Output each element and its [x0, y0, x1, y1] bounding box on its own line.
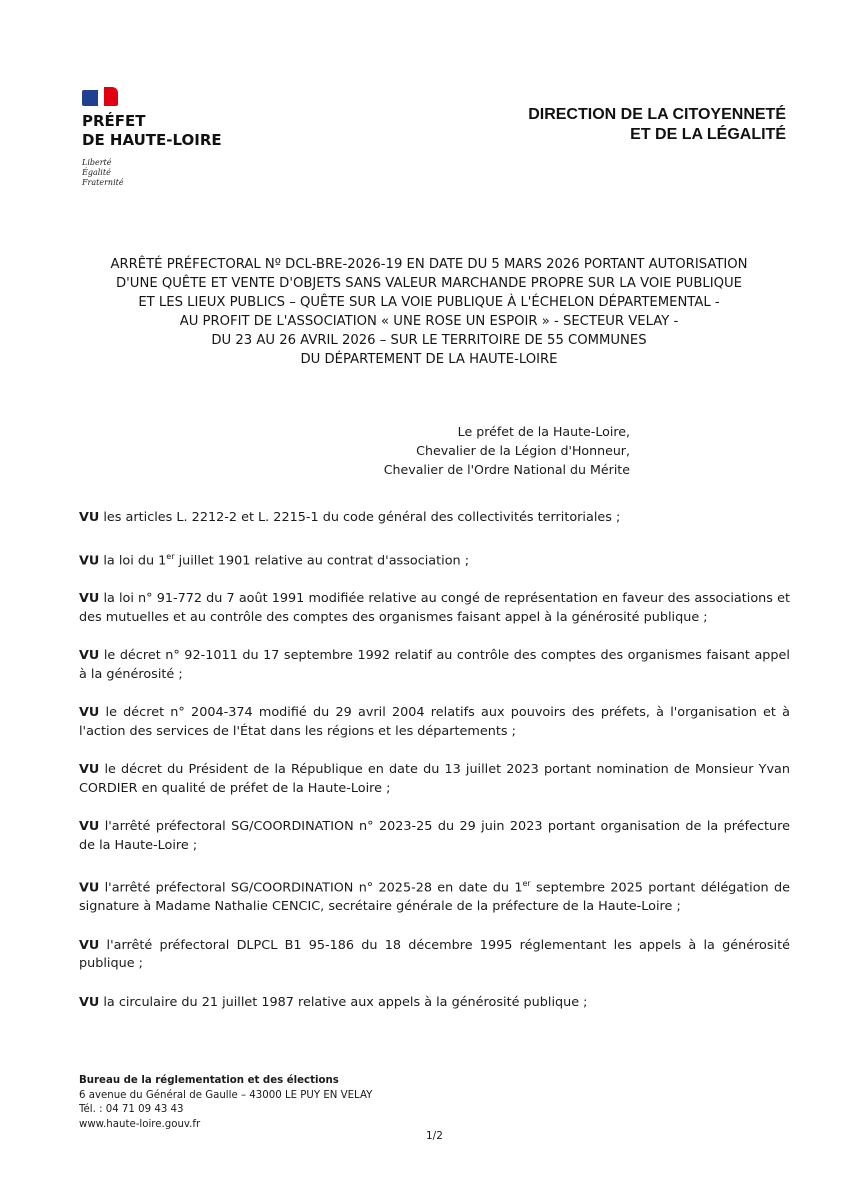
visa-item: VU l'arrêté préfectoral SG/COORDINATION n° 2023-25 du 29 juin 2023 portant organisation de la préfecture de la Haute-Loire ; — [79, 819, 790, 853]
visa-item: VU la loi du 1er juillet 1901 relative au contrat d'association ; — [79, 551, 470, 568]
footer-phone: Tél. : 04 71 09 43 43 — [79, 1104, 184, 1115]
prefet-titles: Le préfet de la Haute-Loire, Chevalier de la Légion d'Honneur, Chevalier de l'Ordre National du Mérite — [383, 424, 630, 477]
marianne-flag-icon — [82, 86, 262, 106]
arrete-title — [70, 255, 788, 369]
title-line: ARRÊTÉ PRÉFECTORAL Nº DCL-BRE-2026-19 EN DATE DU 5 MARS 2026 PORTANT AUTORISATION — [110, 257, 748, 272]
footer-website-link[interactable]: www.haute-loire.gouv.fr — [79, 1118, 201, 1130]
title-line: DU DÉPARTEMENT DE LA HAUTE-LOIRE — [300, 352, 558, 367]
title-line: D'UNE QUÊTE ET VENTE D'OBJETS SANS VALEUR MARCHANDE PROPRE SUR LA VOIE PUBLIQUE — [116, 276, 742, 291]
page-number: 1/2 — [426, 1130, 443, 1142]
title-line: ET LES LIEUX PUBLICS – QUÊTE SUR LA VOIE PUBLIQUE À L'ÉCHELON DÉPARTEMENTAL - — [138, 295, 720, 310]
visas-list — [79, 509, 790, 1012]
visa-item: VU la loi n° 91-772 du 7 août 1991 modifiée relative au congé de représentation en faveur des associations et des mutuelles et au contrôle des comptes des organismes faisant appel à la générosité publique ; — [79, 591, 790, 625]
logo-line-2: DE HAUTE-LOIRE — [82, 131, 222, 149]
title-line: AU PROFIT DE L'ASSOCIATION « UNE ROSE UN ESPOIR » - SECTEUR VELAY - — [179, 314, 679, 329]
visa-item: VU la circulaire du 21 juillet 1987 relative aux appels à la générosité publique ; — [79, 994, 588, 1010]
footer-address: 6 avenue du Général de Gaulle – 43000 LE PUY EN VELAY — [79, 1089, 373, 1101]
visa-item: VU le décret n° 92-1011 du 17 septembre 1992 relatif au contrôle des comptes des organismes faisant appel à la générosité ; — [79, 648, 790, 682]
visa-item: VU le décret du Président de la République en date du 13 juillet 2023 portant nomination de Monsieur Yvan CORDIER en qualité de préfet de la Haute-Loire ; — [79, 762, 790, 796]
logo-line-1: PRÉFET — [82, 112, 146, 130]
title-line: DU 23 AU 26 AVRIL 2026 – SUR LE TERRITOIRE DE 55 COMMUNES — [211, 333, 647, 348]
visa-item: VU le décret n° 2004-374 modifié du 29 avril 2004 relatifs aux pouvoirs des préfets, à l'organisation et à l'action des services de l'État dans les régions et les départements ; — [79, 705, 790, 739]
footer-contact — [79, 1074, 372, 1132]
direction-heading: DIRECTION DE LA CITOYENNETÉ ET DE LA LÉGALITÉ — [528, 106, 786, 143]
republic-motto: Liberté Égalité Fraternité — [82, 158, 124, 187]
prefecture-logo — [82, 86, 262, 188]
visa-item: VU l'arrêté préfectoral SG/COORDINATION n° 2025-28 en date du 1er septembre 2025 portant délégation de signature à Madame Nathalie CENCIC, secrétaire générale de la préfecture de la Haute-Loire ; — [79, 879, 790, 915]
visa-item: VU l'arrêté préfectoral DLPCL B1 95-186 du 18 décembre 1995 réglementant les appels à la générosité publique ; — [79, 937, 790, 972]
visa-item: VU les articles L. 2212-2 et L. 2215-1 du code général des collectivités territoriales ; — [79, 510, 621, 525]
footer-office: Bureau de la réglementation et des élections — [79, 1075, 339, 1086]
